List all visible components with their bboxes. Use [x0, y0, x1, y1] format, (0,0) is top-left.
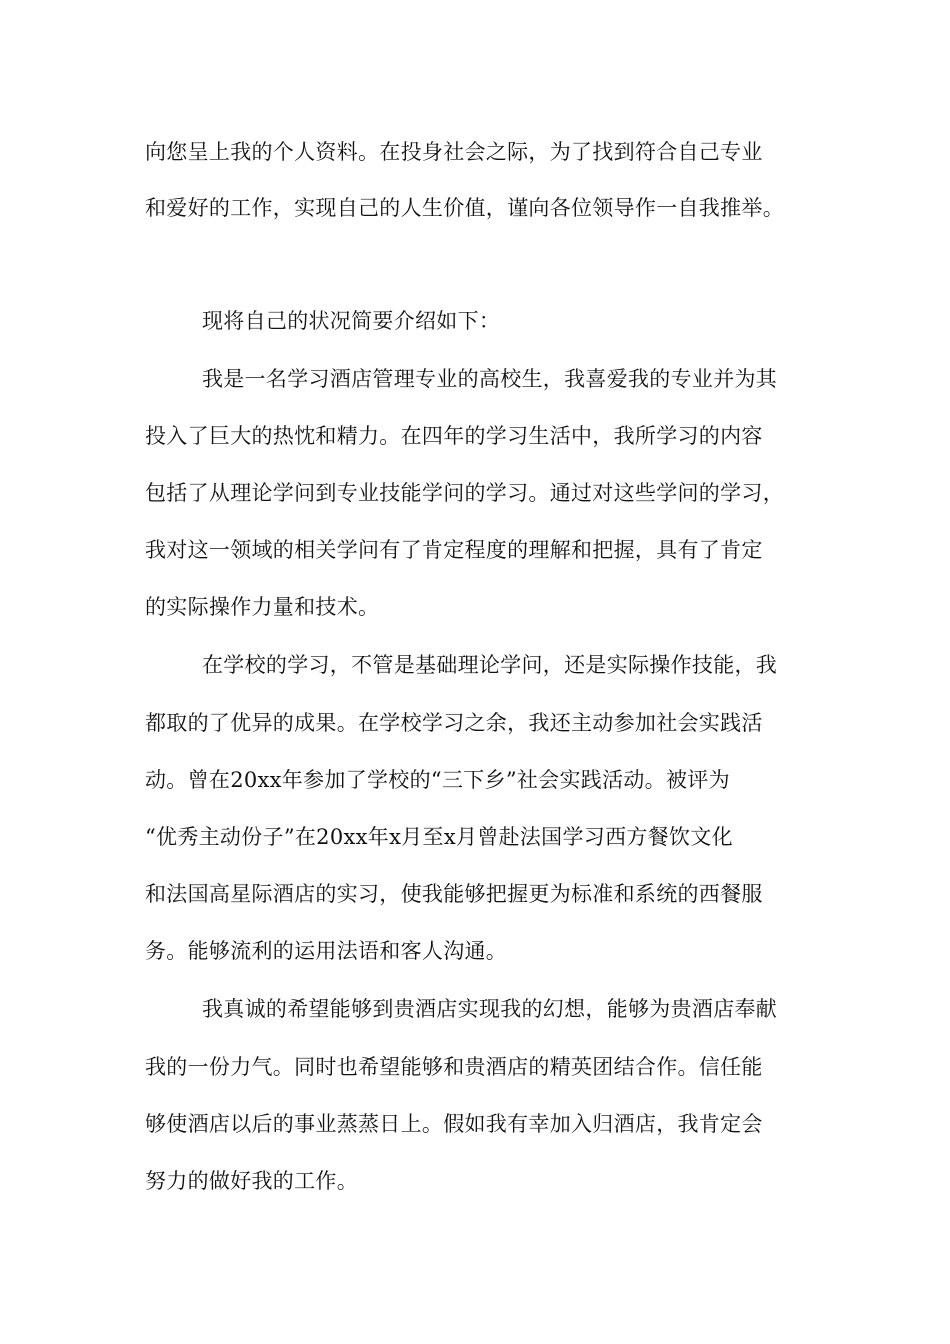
text-line: 投入了巨大的热忱和精力。在四年的学习生活中，我所学习的内容 — [145, 424, 763, 448]
text-line: 都取的了优异的成果。在学校学习之余，我还主动参加社会实践活 — [145, 711, 763, 735]
text-line: 够使酒店以后的事业蒸蒸日上。假如我有幸加入归酒店，我肯定会 — [145, 1112, 763, 1136]
text-line: 我真诚的希望能够到贵酒店实现我的幻想，能够为贵酒店奉献 — [202, 997, 778, 1021]
text-line: 向您呈上我的个人资料。在投身社会之际，为了找到符合自己专业 — [145, 140, 763, 164]
text-line: 我是一名学习酒店管理专业的高校生，我喜爱我的专业并为其 — [202, 367, 778, 391]
text-line: 和爱好的工作，实现自己的人生价值，谨向各位领导作一自我推举。 — [145, 196, 784, 220]
text-line: “优秀主动份子”在20xx年x月至x月曾赴法国学习西方餐饮文化 — [145, 825, 733, 849]
text-line: 现将自己的状况简要介绍如下： — [202, 309, 501, 333]
text-line: 我对这一领域的相关学问有了肯定程度的理解和把握，具有了肯定 — [145, 538, 763, 562]
text-line: 努力的做好我的工作。 — [145, 1169, 358, 1193]
text-line: 我的一份力气。同时也希望能够和贵酒店的精英团结合作。信任能 — [145, 1055, 763, 1079]
text-line: 动。曾在20xx年参加了学校的“三下乡”社会实践活动。被评为 — [145, 768, 730, 792]
text-line: 包括了从理论学问到专业技能学问的学习。通过对这些学问的学习， — [145, 481, 784, 505]
text-line: 在学校的学习，不管是基础理论学问，还是实际操作技能，我 — [202, 653, 778, 677]
text-line: 务。能够流利的运用法语和客人沟通。 — [145, 939, 508, 963]
text-line: 的实际操作力量和技术。 — [145, 595, 380, 619]
text-line: 和法国高星际酒店的实习，使我能够把握更为标准和系统的西餐服 — [145, 882, 763, 906]
